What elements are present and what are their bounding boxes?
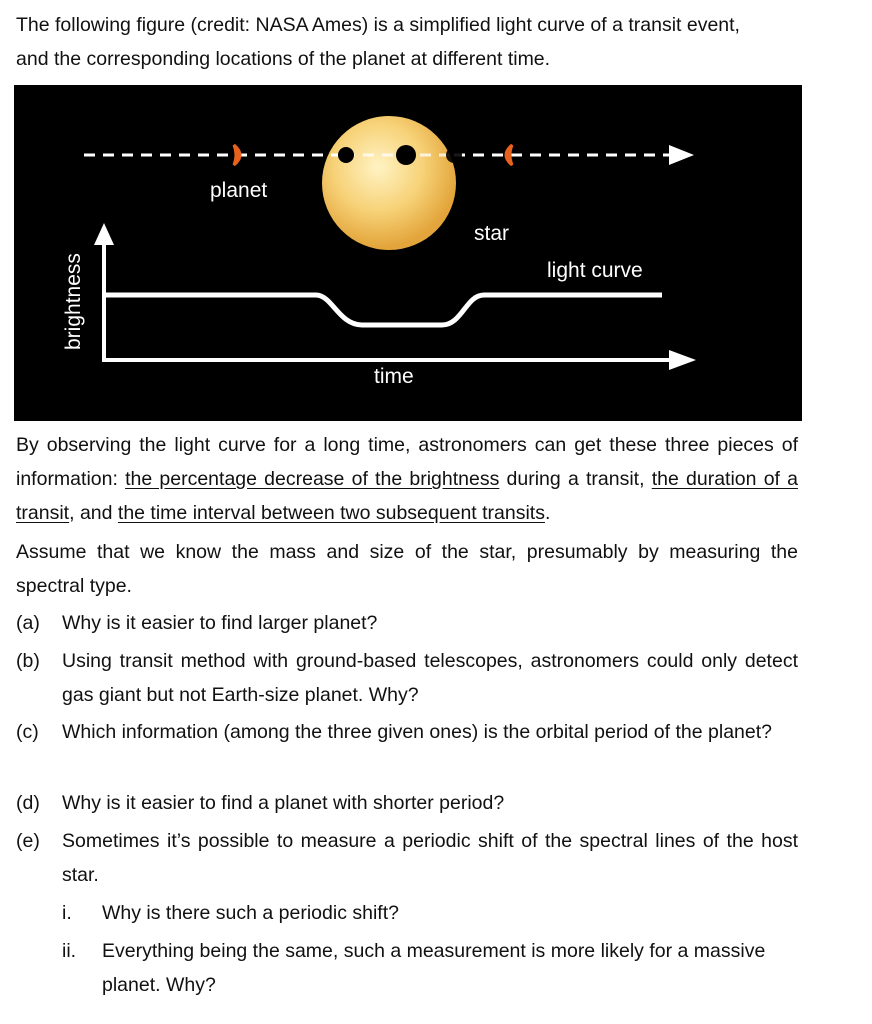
question-label: (b) <box>16 650 40 672</box>
underlined-transit-interval: the time interval between two subsequent transits <box>117 502 545 524</box>
question-text: Why is it easier to find larger planet? <box>62 612 378 634</box>
time-label: time <box>374 365 414 388</box>
planet-mid-transit <box>396 145 416 165</box>
subquestion-label: ii. <box>62 940 77 962</box>
transit-diagram <box>14 85 802 421</box>
subquestion-label: i. <box>62 902 72 924</box>
question-label: (c) <box>16 721 39 743</box>
underlined-brightness-decrease: the percentage decrease of the brightness <box>125 468 500 490</box>
question-label: (e) <box>16 830 40 852</box>
question-label: (d) <box>16 792 40 814</box>
planet-ingress <box>338 147 354 163</box>
question-d <box>16 786 798 820</box>
transit-figure <box>14 85 802 421</box>
intro-line-2: and the corresponding locations of the planet at different time. <box>16 48 551 70</box>
light-curve-line <box>104 295 662 325</box>
question-text: Which information (among the three given ones) is the orbital period of the planet? <box>62 721 772 743</box>
planet-crescent-right <box>506 145 512 165</box>
paragraph-text: during a transit, <box>499 468 652 490</box>
paragraph-text: . <box>544 502 551 524</box>
paragraph-assumption: Assume that we know the mass and size of the star, presumably by measuring the spectral type. <box>16 541 798 597</box>
x-axis-arrow-head <box>669 350 696 370</box>
question-text: Using transit method with ground-based telescopes, astronomers could only detect gas giant but not Earth-size planet. Why? <box>62 650 798 706</box>
question-b <box>16 644 798 712</box>
y-axis-arrow-head <box>94 223 114 245</box>
paragraph-text: , and <box>69 502 118 524</box>
question-label: (a) <box>16 612 40 634</box>
question-c <box>16 715 798 749</box>
planet-label: planet <box>210 179 268 202</box>
planet-crescent-left <box>234 145 240 165</box>
question-e <box>16 824 798 892</box>
star-label: star <box>474 222 510 245</box>
planet-egress <box>446 147 462 163</box>
underlined-transit-duration: the duration of a transit <box>16 468 798 524</box>
intro-line-1: The following figure (credit: NASA Ames) is a simplified light curve of a transit event, <box>16 14 740 36</box>
question-text: Why is it easier to find a planet with shorter period? <box>62 792 505 814</box>
brightness-label: brightness <box>62 253 85 350</box>
paragraph-information <box>16 428 798 530</box>
question-text: Sometimes it’s possible to measure a periodic shift of the spectral lines of the host star. <box>62 830 798 886</box>
intro-text <box>16 8 816 76</box>
paragraph-text: By observing the light curve for a long time, astronomers can get these three pieces of information: <box>16 434 798 490</box>
subquestion-i <box>62 896 798 930</box>
question-a <box>16 606 798 640</box>
subquestion-text: Everything being the same, such a measurement is more likely for a massive planet. Why? <box>102 940 766 996</box>
orbit-arrow-head <box>669 145 694 165</box>
light-curve-label: light curve <box>547 259 643 282</box>
star-disc <box>322 116 456 250</box>
subquestion-text: Why is there such a periodic shift? <box>102 902 399 924</box>
subquestion-ii <box>62 934 798 1002</box>
